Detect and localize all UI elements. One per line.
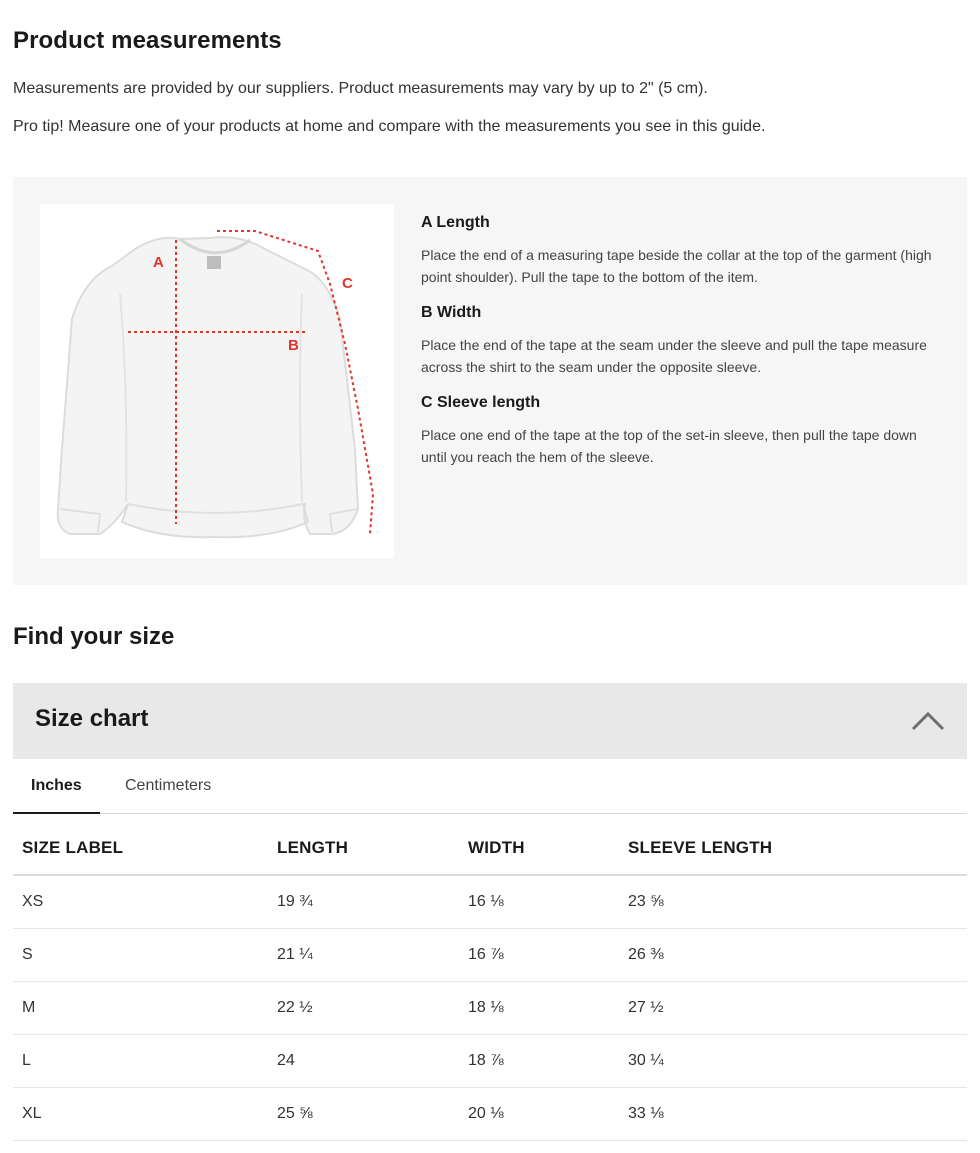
tab-centimeters[interactable]: Centimeters [125, 777, 212, 794]
width-title: B Width [421, 304, 482, 321]
unit-tabs [13, 760, 967, 814]
table-row [13, 875, 967, 928]
width-cell: 16 ⅞ [459, 928, 619, 981]
table-header-row [13, 822, 967, 875]
sleeve-length-cell: 33 ⅛ [619, 1087, 967, 1140]
column-header: SLEEVE LENGTH [619, 822, 967, 875]
table-row [13, 928, 967, 981]
guide-descriptions [421, 214, 941, 484]
size-chart-title: Size chart [35, 705, 149, 732]
sleeve-length-cell: 27 ½ [619, 981, 967, 1034]
measurement-guide [13, 177, 967, 585]
size-label-cell: S [13, 928, 268, 981]
marker-a: A [153, 254, 164, 271]
width-cell: 16 ⅛ [459, 875, 619, 928]
marker-b: B [288, 337, 299, 354]
marker-c: C [342, 275, 353, 292]
sleeve-length-cell: 23 ⅝ [619, 875, 967, 928]
chevron-up-icon[interactable] [911, 711, 945, 731]
sweatshirt-diagram [40, 204, 394, 558]
width-cell: 18 ⅞ [459, 1034, 619, 1087]
find-size-title: Find your size [13, 623, 175, 650]
sleeve-length-description: Place one end of the tape at the top of the set-in sleeve, then pull the tape down until you reach the hem of the sleeve. [421, 427, 917, 465]
size-label-cell: M [13, 981, 268, 1034]
length-cell: 24 [268, 1034, 459, 1087]
size-label-cell: L [13, 1034, 268, 1087]
sleeve-length-title: C Sleeve length [421, 394, 541, 411]
sweatshirt-illustration [40, 204, 394, 558]
length-description: Place the end of a measuring tape beside the collar at the top of the garment (high point shoulder). Pull the tape to the bottom of the item. [421, 247, 932, 285]
width-cell: 20 ⅛ [459, 1087, 619, 1140]
length-cell: 19 ¾ [268, 875, 459, 928]
pro-tip: Pro tip! Measure one of your products at home and compare with the measurements you see in this guide. [13, 118, 766, 135]
size-label-cell: XL [13, 1087, 268, 1140]
sleeve-length-cell: 30 ¼ [619, 1034, 967, 1087]
page-title: Product measurements [13, 27, 282, 54]
length-cell: 22 ½ [268, 981, 459, 1034]
table-row [13, 1087, 967, 1140]
table-row [13, 1034, 967, 1087]
width-description: Place the end of the tape at the seam under the sleeve and pull the tape measure across the shirt to the seam under the opposite sleeve. [421, 337, 927, 375]
width-cell: 18 ⅛ [459, 981, 619, 1034]
column-header: SIZE LABEL [13, 822, 268, 875]
length-cell: 25 ⅝ [268, 1087, 459, 1140]
size-label-cell: XS [13, 875, 268, 928]
size-table [13, 822, 967, 1141]
tab-inches[interactable]: Inches [13, 760, 100, 814]
sleeve-length-cell: 26 ⅜ [619, 928, 967, 981]
column-header: WIDTH [459, 822, 619, 875]
size-chart-toggle[interactable] [13, 683, 967, 759]
table-row [13, 981, 967, 1034]
column-header: LENGTH [268, 822, 459, 875]
length-title: A Length [421, 214, 490, 231]
measurement-note: Measurements are provided by our suppliers. Product measurements may vary by up to 2" (5 cm). [13, 80, 708, 97]
length-cell: 21 ¼ [268, 928, 459, 981]
